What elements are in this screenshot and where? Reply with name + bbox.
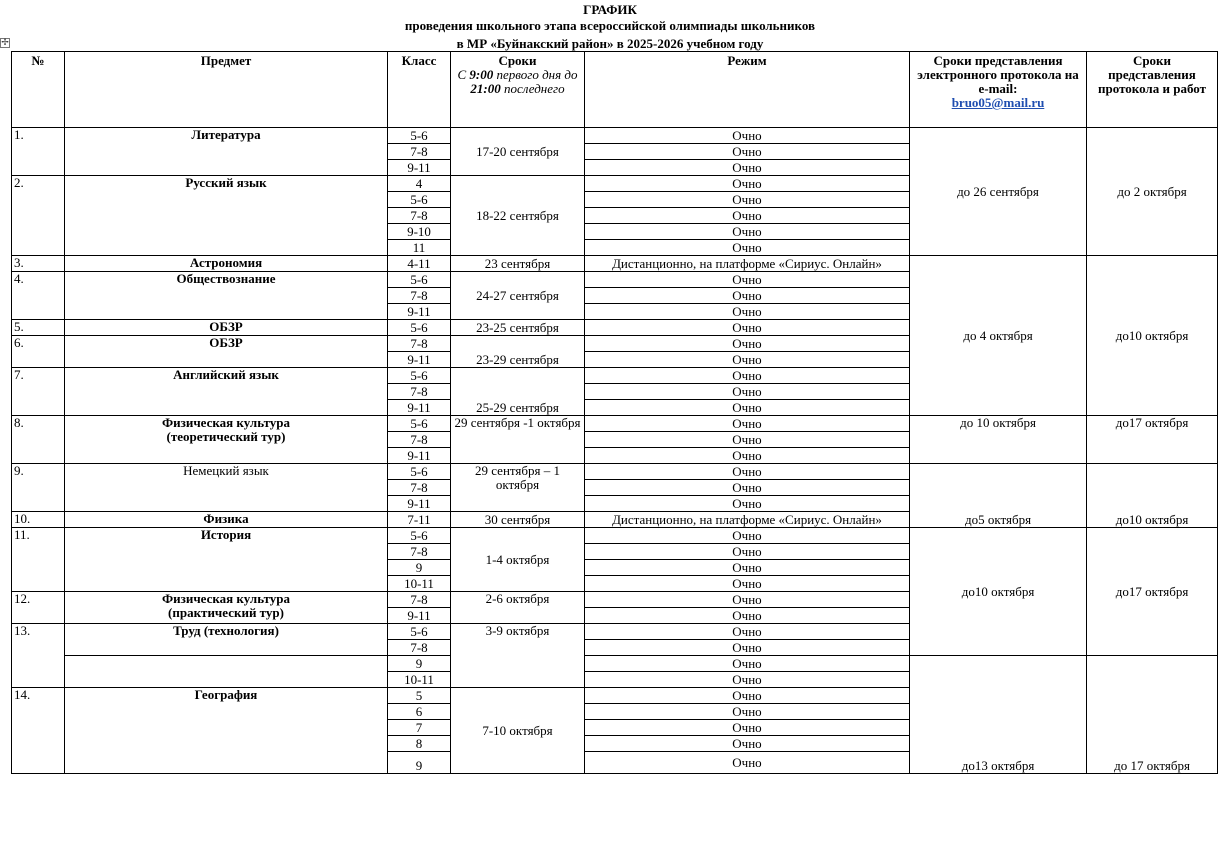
protocol-deadline: до 10 октября (910, 416, 1087, 464)
row-num: 4. (12, 272, 65, 320)
row-grade: 7-8 (388, 336, 451, 352)
row-mode: Очно (585, 656, 910, 672)
row-subject: Астрономия (65, 256, 388, 272)
row-subject-line1: Физическая культура (161, 415, 291, 430)
row-grade: 7-8 (388, 544, 451, 560)
row-mode: Очно (585, 704, 910, 720)
row-subject: Немецкий язык (65, 464, 388, 512)
row-subject: Труд (технология) (65, 624, 388, 656)
row-grade: 9-11 (388, 608, 451, 624)
row-mode: Очно (585, 144, 910, 160)
row-grade: 5-6 (388, 320, 451, 336)
row-dates: 30 сентября (451, 512, 585, 528)
row-grade: 9-11 (388, 400, 451, 416)
row-num: 11. (12, 528, 65, 592)
row-grade: 9 (388, 560, 451, 576)
header-num: № (12, 52, 65, 128)
header-dates-note: С 9:00 первого дня до 21:00 последнего (457, 67, 578, 96)
row-grade: 10-11 (388, 672, 451, 688)
email-link[interactable]: bruo05@mail.ru (951, 95, 1045, 110)
protocol-deadline: до13 октября (910, 656, 1087, 774)
row-mode: Очно (585, 128, 910, 144)
header-dates (451, 52, 585, 128)
row-grade: 7 (388, 720, 451, 736)
table-row (12, 528, 1218, 544)
row-mode: Очно (585, 400, 910, 416)
row-subject: Физика (65, 512, 388, 528)
row-subject: ОБЗР (65, 336, 388, 368)
works-deadline: до17 октября (1087, 416, 1218, 464)
row-subject-line2: (теоретический тур) (166, 429, 286, 444)
table-row (12, 128, 1218, 144)
table-row (12, 416, 1218, 432)
row-dates: 24-27 сентября (451, 272, 585, 320)
row-num: 1. (12, 128, 65, 176)
row-mode: Очно (585, 368, 910, 384)
row-dates: 17-20 сентября (451, 128, 585, 176)
row-mode: Очно (585, 576, 910, 592)
row-mode: Очно (585, 720, 910, 736)
row-grade: 7-8 (388, 480, 451, 496)
row-subject: Русский язык (65, 176, 388, 256)
row-dates: 23-25 сентября (451, 320, 585, 336)
row-mode: Очно (585, 288, 910, 304)
row-mode: Очно (585, 416, 910, 432)
row-mode: Очно (585, 480, 910, 496)
row-mode: Очно (585, 688, 910, 704)
row-num: 5. (12, 320, 65, 336)
schedule-table (11, 51, 1218, 774)
row-subject-line1: Физическая культура (161, 591, 291, 606)
row-grade: 6 (388, 704, 451, 720)
row-subject (65, 592, 388, 624)
row-dates: 29 сентября – 1 октября (451, 464, 585, 512)
row-grade: 4-11 (388, 256, 451, 272)
header-grade: Класс (388, 52, 451, 128)
document-title: ГРАФИК (583, 2, 637, 17)
header-protocol-deadline (910, 52, 1087, 128)
row-mode: Очно (585, 320, 910, 336)
row-subject (65, 416, 388, 464)
protocol-deadline: до5 октября (910, 464, 1087, 528)
row-grade: 7-8 (388, 144, 451, 160)
row-mode: Очно (585, 608, 910, 624)
row-grade: 10-11 (388, 576, 451, 592)
row-mode: Очно (585, 176, 910, 192)
row-subject: Английский язык (65, 368, 388, 416)
works-deadline: до 17 октября (1087, 656, 1218, 774)
row-subject-continuation (65, 656, 388, 688)
row-mode: Очно (585, 240, 910, 256)
row-mode: Очно (585, 304, 910, 320)
row-mode: Очно (585, 352, 910, 368)
row-grade: 7-8 (388, 288, 451, 304)
row-num: 12. (12, 592, 65, 624)
row-num: 3. (12, 256, 65, 272)
row-mode: Очно (585, 448, 910, 464)
table-row (12, 656, 1218, 672)
row-mode: Очно (585, 624, 910, 640)
works-deadline: до10 октября (1087, 464, 1218, 528)
row-mode: Очно (585, 640, 910, 656)
row-num: 9. (12, 464, 65, 512)
row-mode: Очно (585, 736, 910, 752)
row-grade: 7-8 (388, 640, 451, 656)
row-grade: 8 (388, 736, 451, 752)
row-num: 8. (12, 416, 65, 464)
row-mode: Очно (585, 528, 910, 544)
header-dates-label: Сроки (498, 53, 537, 68)
header-protocol-label: Сроки представления электронного протокола на e-mail: (917, 53, 1079, 96)
protocol-deadline: до10 октября (910, 528, 1087, 656)
row-grade: 5-6 (388, 272, 451, 288)
row-grade: 9-11 (388, 448, 451, 464)
row-mode: Дистанционно, на платформе «Сириус. Онлайн» (585, 512, 910, 528)
protocol-deadline: до 26 сентября (910, 128, 1087, 256)
row-grade: 5-6 (388, 624, 451, 640)
row-subject: ОБЗР (65, 320, 388, 336)
row-mode: Очно (585, 208, 910, 224)
row-mode: Очно (585, 336, 910, 352)
row-grade: 5 (388, 688, 451, 704)
row-dates: 18-22 сентября (451, 176, 585, 256)
table-row (12, 464, 1218, 480)
row-dates: 7-10 октября (451, 688, 585, 774)
document-subtitle: проведения школьного этапа всероссийской олимпиады школьников (404, 18, 816, 33)
header-works-deadline: Сроки представления протокола и работ (1087, 52, 1218, 128)
row-grade: 5-6 (388, 464, 451, 480)
row-grade: 7-8 (388, 592, 451, 608)
row-grade: 7-11 (388, 512, 451, 528)
document-subtitle-district: в МР «Буйнакский район» в 2025-2026 учебном году (456, 36, 764, 51)
row-grade: 7-8 (388, 384, 451, 400)
row-grade: 11 (388, 240, 451, 256)
row-mode: Очно (585, 384, 910, 400)
row-grade: 5-6 (388, 192, 451, 208)
row-grade: 9-11 (388, 352, 451, 368)
row-grade: 9-10 (388, 224, 451, 240)
table-move-handle-icon[interactable]: ✢ (1, 38, 9, 48)
row-mode: Очно (585, 192, 910, 208)
protocol-deadline: до 4 октября (910, 256, 1087, 416)
row-dates: 23-29 сентября (451, 336, 585, 368)
row-mode: Очно (585, 496, 910, 512)
row-mode: Очно (585, 272, 910, 288)
row-mode: Очно (585, 560, 910, 576)
row-num: 10. (12, 512, 65, 528)
row-grade: 9 (388, 656, 451, 672)
row-mode: Очно (585, 432, 910, 448)
row-mode: Очно (585, 752, 910, 774)
row-dates: 25-29 сентября (451, 368, 585, 416)
row-grade: 5-6 (388, 128, 451, 144)
row-num: 6. (12, 336, 65, 368)
row-grade: 9-11 (388, 496, 451, 512)
row-mode: Очно (585, 672, 910, 688)
row-subject: Литература (65, 128, 388, 176)
row-grade: 9 (388, 752, 451, 774)
row-grade: 9-11 (388, 304, 451, 320)
row-dates: 3-9 октября (451, 624, 585, 688)
row-mode: Очно (585, 544, 910, 560)
row-mode: Очно (585, 464, 910, 480)
works-deadline: до10 октября (1087, 256, 1218, 416)
row-dates: 1-4 октября (451, 528, 585, 592)
works-deadline: до17 октября (1087, 528, 1218, 656)
row-num: 13. (12, 624, 65, 688)
row-mode: Очно (585, 592, 910, 608)
header-row (12, 52, 1218, 128)
row-num: 14. (12, 688, 65, 774)
row-subject: География (65, 688, 388, 774)
row-mode: Очно (585, 224, 910, 240)
header-subject: Предмет (65, 52, 388, 128)
row-dates: 2-6 октября (451, 592, 585, 624)
row-subject: История (65, 528, 388, 592)
row-subject: Обществознание (65, 272, 388, 320)
row-grade: 7-8 (388, 432, 451, 448)
row-subject-line2: (практический тур) (168, 605, 284, 620)
row-grade: 5-6 (388, 528, 451, 544)
works-deadline: до 2 октября (1087, 128, 1218, 256)
row-grade: 4 (388, 176, 451, 192)
row-dates: 23 сентября (451, 256, 585, 272)
row-grade: 5-6 (388, 416, 451, 432)
row-grade: 5-6 (388, 368, 451, 384)
row-num: 2. (12, 176, 65, 256)
row-grade: 9-11 (388, 160, 451, 176)
header-mode: Режим (585, 52, 910, 128)
row-dates: 29 сентября -1 октября (451, 416, 585, 464)
table-row (12, 256, 1218, 272)
row-mode: Очно (585, 160, 910, 176)
row-num: 7. (12, 368, 65, 416)
row-mode: Дистанционно, на платформе «Сириус. Онлайн» (585, 256, 910, 272)
row-grade: 7-8 (388, 208, 451, 224)
